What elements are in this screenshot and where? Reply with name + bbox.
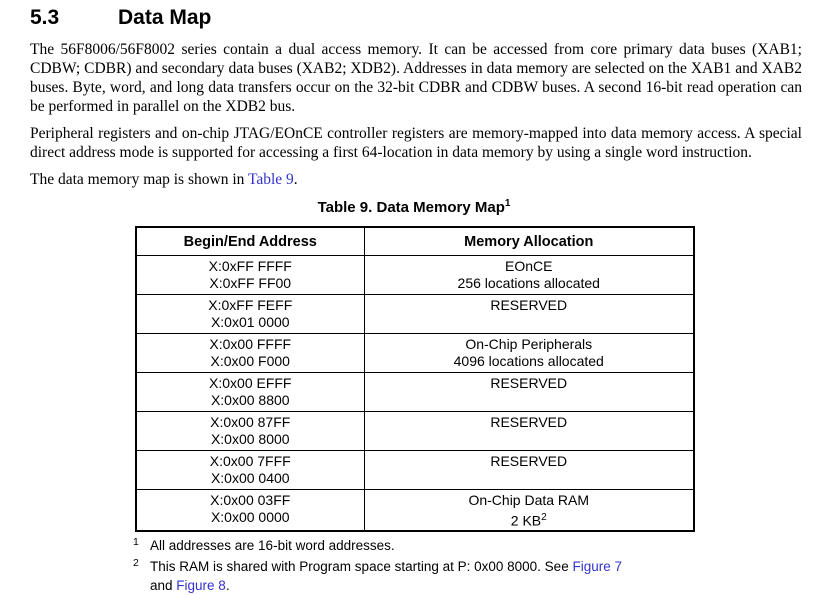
allocation-cell: On-Chip Data RAM 2 $KB^2$ (364, 490, 694, 531)
footnote-2-suffix: . (225, 577, 230, 593)
paragraph-3-suffix: . (293, 171, 298, 188)
allocation-cell: RESERVED (364, 412, 694, 451)
footnote-2-marker: 2 (133, 556, 139, 569)
address-cell: X:0x00 03FF X:0x00 0000 (136, 490, 364, 531)
table-row-reserved-3 (136, 412, 694, 451)
address-cell: X:0xFF FEFF X:0x01 0000 (136, 295, 364, 334)
table-caption (135, 195, 693, 216)
allocation-cell: RESERVED (364, 451, 694, 490)
section-number: 5.3 (30, 6, 60, 29)
table-row-reserved-2 (136, 373, 694, 412)
table-caption-text: Table 9. Data Memory Map (317, 199, 505, 216)
paragraph-1: The 56F8006/56F8002 series contain a dual access memory. It can be accessed from core primary data buses (XAB1; CDBW; CDBR) and secondary data buses (XAB2; XDB2). Addresses in data memory are selected on the XAB1 and XAB2 buses. Byte, word, and long data transfers occur on the 32-bit CDBR and CDBW buses. A second 16-bit read operation can be performed in parallel on the XDB2 bus. (30, 41, 802, 115)
address-cell: X:0xFF FFFF X:0xFF FF00 (136, 256, 364, 295)
allocation-cell: On-Chip Peripherals 4096 locations allocated (364, 334, 694, 373)
table-row-reserved-4 (136, 451, 694, 490)
address-cell: X:0x00 87FF X:0x00 8000 (136, 412, 364, 451)
column-header-memory-allocation: Memory Allocation (364, 227, 694, 256)
paragraph-3 (30, 170, 802, 189)
body-copy (30, 40, 802, 189)
footnote-2 (133, 557, 832, 595)
allocation-cell: EOnCE 256 locations allocated (364, 256, 694, 295)
section-heading (30, 6, 802, 30)
footnote-2-text (150, 557, 628, 595)
ram-size-footnote-ref: 2 (541, 512, 547, 523)
column-header-begin-end-address: Begin/End Address (136, 227, 364, 256)
figure-8-link[interactable]: Figure 8 (176, 577, 226, 593)
paragraph-3-prefix: The data memory map is shown in (30, 171, 248, 188)
table-footnotes (133, 536, 832, 595)
allocation-cell: RESERVED (364, 373, 694, 412)
table-row-onchip-data-ram (136, 490, 694, 531)
allocation-cell: RESERVED (364, 295, 694, 334)
table-9-link[interactable]: Table 9 (247, 171, 294, 188)
footnote-2-prefix: This RAM is shared with Program space starting at P: 0x00 8000. See (150, 558, 573, 574)
table-row-onchip-peripherals (136, 334, 694, 373)
address-cell: X:0x00 FFFF X:0x00 F000 (136, 334, 364, 373)
data-memory-map-table (135, 226, 695, 532)
table-row-eonce (136, 256, 694, 295)
table-header-row (136, 227, 694, 256)
footnote-1 (133, 536, 832, 555)
address-cell: X:0x00 7FFF X:0x00 0400 (136, 451, 364, 490)
address-cell: X:0x00 EFFF X:0x00 8800 (136, 373, 364, 412)
footnote-2-middle: and (150, 577, 177, 593)
table-caption-footnote-ref: 1 (504, 198, 511, 209)
footnote-1-text: All addresses are 16-bit word addresses. (150, 537, 395, 553)
table-row-reserved-1 (136, 295, 694, 334)
section-title: Data Map (118, 6, 212, 29)
paragraph-2: Peripheral registers and on-chip JTAG/EOnCE controller registers are memory-mapped into data memory access. A special direct address mode is supported for accessing a first 64-location in data memory by using a single word instruction. (30, 125, 802, 161)
footnote-1-marker: 1 (133, 535, 139, 548)
figure-7-link[interactable]: Figure 7 (572, 558, 622, 574)
